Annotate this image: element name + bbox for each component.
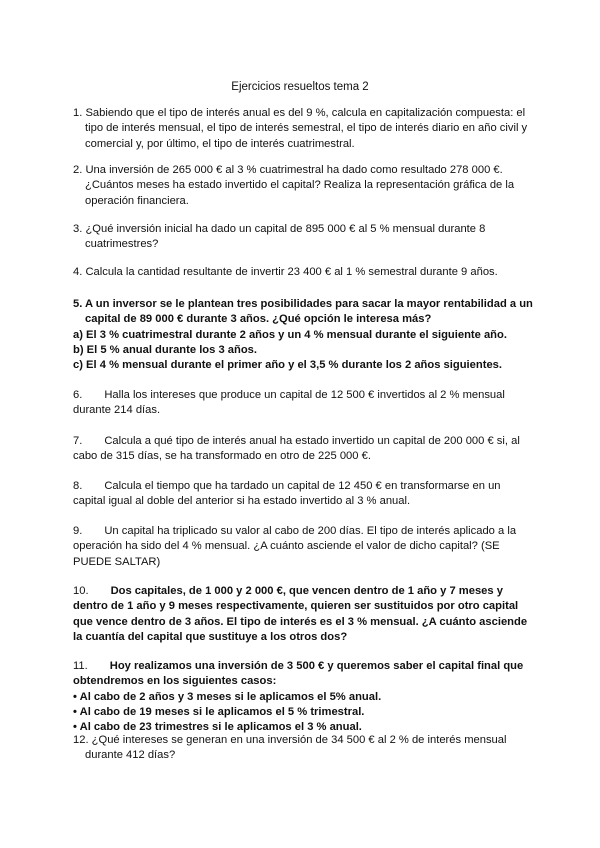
exercise-2: 2. Una inversión de 265 000 € al 3 % cuatrimestral ha dado como resultado 278 000 €. ¿Cuántos meses ha estado invertido el capital? Realiza la representación gráfica de la operación financiera.: [73, 164, 515, 207]
exercise-5-option-c: c) El 4 % mensual durante el primer año y el 3,5 % durante los 2 años siguientes.: [73, 359, 502, 372]
exercise-9: [73, 524, 533, 570]
exercise-6: [73, 388, 533, 419]
exercise-6-text: Halla los intereses que produce un capital de 12 500 € invertidos al 2 % mensual durante 214 días.: [73, 389, 505, 417]
exercise-12: 12. ¿Qué intereses se generan en una inversión de 34 500 € al 2 % de interés mensual durante 412 días?: [73, 734, 507, 762]
exercise-11-intro: Hoy realizamos una inversión de 3 500 € y queremos saber el capital final que obtendremos en los siguientes casos:: [73, 660, 524, 688]
exercise-9-number: 9.: [73, 525, 83, 537]
exercise-11: [73, 659, 533, 735]
exercise-11-item: • Al cabo de 23 trimestres si le aplicamos el 3 % anual.: [73, 721, 362, 734]
exercise-6-number: 6.: [73, 389, 83, 401]
document-title: Ejercicios resueltos tema 2: [231, 81, 369, 93]
exercise-5: [73, 297, 533, 373]
exercise-11-item: • Al cabo de 19 meses si le aplicamos el 5 % trimestral.: [73, 705, 365, 718]
exercise-10-number: 10.: [73, 585, 89, 597]
exercise-5-option-b: b) El 5 % anual durante los 3 años.: [73, 343, 258, 356]
exercise-8-number: 8.: [73, 480, 83, 492]
exercise-4: 4. Calcula la cantidad resultante de invertir 23 400 € al 1 % semestral durante 9 años.: [73, 266, 498, 278]
exercise-7-number: 7.: [73, 435, 83, 447]
exercise-1: 1. Sabiendo que el tipo de interés anual es del 9 %, calcula en capitalización compuesta: el tipo de interés mensual, el tipo de interés semestral, el tipo de interés diario en año civil y comercial y, por último, el tipo de interés cuatrimestral.: [73, 107, 528, 150]
exercise-10-text: Dos capitales, de 1 000 y 2 000 €, que vencen dentro de 1 año y 7 meses y dentro de 1 año y 9 meses respectivamente, quieren ser sustituidos por otro capital que vence dentro de 3 años. El tipo de interés es el 3 % mensual. ¿A cuánto asciende la cuantía del capital que sustituye a los otros dos?: [73, 585, 528, 643]
exercise-5-option-a: a) El 3 % cuatrimestral durante 2 años y un 4 % mensual durante el siguiente año.: [73, 328, 507, 341]
exercise-5-intro: 5. A un inversor se le plantean tres posibilidades para sacar la mayor rentabilidad a un capital de 89 000 € durante 3 años. ¿Qué opción le interesa más?: [73, 298, 533, 326]
exercise-7: [73, 434, 533, 465]
exercise-3: 3. ¿Qué inversión inicial ha dado un capital de 895 000 € al 5 % mensual durante 8 cuatrimestres?: [73, 223, 486, 251]
exercise-11-number: 11.: [73, 660, 88, 672]
exercise-9-text: Un capital ha triplicado su valor al cabo de 200 días. El tipo de interés aplicado a la operación ha sido del 4 % mensual. ¿A cuánto asciende el valor de dicho capital? (SE PUEDE SALTAR): [73, 525, 517, 568]
exercise-11-item: • Al cabo de 2 años y 3 meses si le aplicamos el 5% anual.: [73, 690, 382, 703]
exercise-8: [73, 479, 533, 510]
exercise-10: [73, 584, 533, 645]
exercise-8-text: Calcula el tiempo que ha tardado un capital de 12 450 € en transformarse en un capital igual al doble del anterior si ha estado invertido al 3 % anual.: [73, 480, 501, 508]
exercise-7-text: Calcula a qué tipo de interés anual ha estado invertido un capital de 200 000 € si, al cabo de 315 días, se ha transformado en otro de 225 000 €.: [73, 435, 520, 463]
